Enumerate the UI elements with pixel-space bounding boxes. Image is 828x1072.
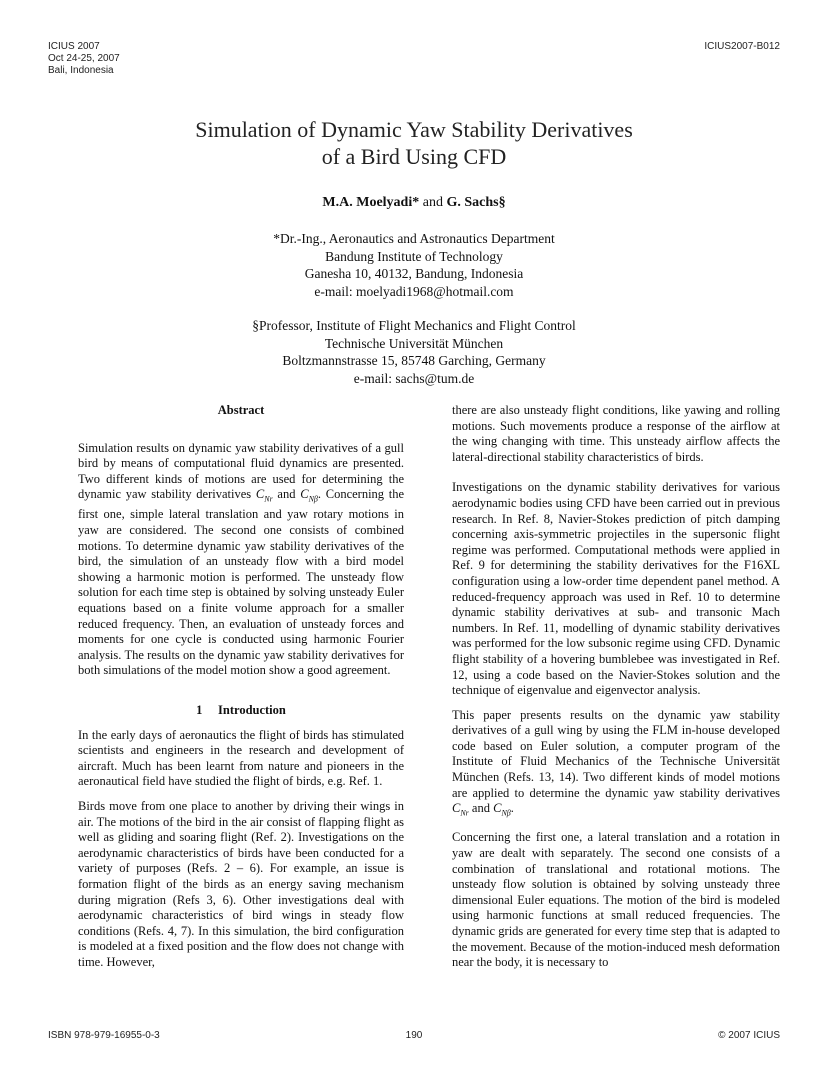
abstract-text: Simulation results on dynamic yaw stability derivatives of a gull bird by means of computational fluid dynamics are presented. Two different kinds of motions are used for determining the dynamic yaw stability derivatives $C_{Nr}$ and $C_{N\beta}$. Concerning the first one, simple lateral translation and yaw rotary motions in yaw are considered. The second one consists of combined motions. To determine dynamic yaw stability derivatives of the bird, the simulation of an unsteady flow with a bird model showing a harmonic motion is performed. The unsteady flow solution for each time step is obtained by solving unsteady Euler equations based on a finite volume approach for a smaller reduced frequency. Then, an evaluation of unsteady forces and moments for one cycle is conducted using harmonic Fourier analysis. The results on the dynamic yaw stability derivatives for both simulations of the model motion show a good agreement.	[78, 440, 405, 678]
email-2: e-mail: sachs@tum.de	[353, 370, 475, 386]
author-2: G. Sachs§	[446, 195, 506, 210]
intro-paragraph-1: In the early days of aeronautics the flight of birds has stimulated scientists and engineers in the research and development of aircraft. Much has been learnt from nature and pioneers in the aeronautical field have studied the flight of birds, e.g. Ref. 1.	[78, 727, 404, 789]
footer-isbn: ISBN 978-979-16955-0-3	[48, 1030, 160, 1041]
symbol-cnr: $C_{Nr}$	[255, 487, 273, 504]
author-1: M.A. Moelyadi*	[322, 195, 420, 210]
conference-date: Oct 24-25, 2007	[48, 53, 120, 64]
intro-paragraph-2: Birds move from one place to another by driving their wings in air. The motions of the bird in the air consist of flapping flight as well as gliding and soaring flight (Ref. 2). Investigations on the aerodynamic characteristics of birds have been conducted for a variety of purposes (Refs. 2 – 6). For example, an issue is formation flight of the birds as an energy saving mechanism during migration (Refs 3, 6). Other investigations deal with aerodynamic characteristics of bird wings in steady flow conditions (Refs. 4, 7). In this simulation, the bird configuration is modeled at a fixed position and the flow does not change with time. However,	[78, 798, 404, 969]
affiliation-2: §Professor, Institute of Flight Mechanics and Flight Control Technische Universität München Boltzmannstrasse 15, 85748 Garching, Germany e-mail: sachs@tum.de	[0, 317, 828, 387]
paper-id: ICIUS2007-B012	[704, 41, 780, 52]
symbol-cnbeta: $C_{N\beta}$	[300, 487, 318, 504]
intro-paragraph-3: there are also unsteady flight conditions, like yawing and rolling motions. Such movements produce a response of the airflow at the wing changing with time. This unsteady airflow affects the lateral-directional stability characteristics of birds.	[452, 403, 780, 464]
page-number: 190	[405, 1030, 423, 1041]
intro-paragraph-5: This paper presents results on the dynamic yaw stability derivatives of a gull wing by using the FLM in-house developed code based on Euler solution, a computer program of the Institute of Fluid Mechanics of the Technische Universität München (Refs. 13, 14). Two different kinds of model motions are applied to determine the dynamic yaw stability derivatives $C_{Nr}$ and $C_{N\beta}$.	[452, 707, 780, 818]
intro-paragraph-4: Investigations on the dynamic stability derivatives for various aerodynamic bodies using CFD have been carried out in previous research. In Ref. 8, Navier-Stokes prediction of pitch damping concerning axis-symmetric projectiles in the supersonic flight regime was performed. Computational methods were applied in Ref. 9 for determining the stability derivatives for the F16XL configuration using a low-order time dependent panel method. A reduced-frequency approach was used in Ref. 10 to determine dynamic stability derivatives at sub- and transonic Mach numbers. In Ref. 11, modelling of dynamic stability derivatives was performed for the low subsonic regime using CFD. Dynamic flight stability of a hovering bumblebee was investigated in Ref. 12, using a code based on the Navier-Stokes solution and the technique of eigenvalue and eigenvector analysis.	[452, 480, 780, 698]
author-conjunction: and	[422, 195, 443, 210]
email-1: e-mail: moelyadi1968@hotmail.com	[314, 283, 514, 299]
conference-header	[48, 41, 120, 77]
paper-title: Simulation of Dynamic Yaw Stability Derivatives of a Bird Using CFD	[195, 117, 633, 169]
conference-name: ICIUS 2007	[48, 41, 100, 52]
left-column	[78, 403, 404, 971]
intro-paragraph-6: Concerning the first one, a lateral translation and a rotation in yaw are dealt with separately. The second one consists of a combination of translational and rotational motions. The unsteady flow solution is obtained by solving unsteady three dimensional Euler equations. The motion of the bird is modeled using harmonic functions at small reduced frequencies. The dynamic grids are generated for every time step that is adapted to the movement. Because of the motion-induced mesh deformation near the body, it is necessary to	[452, 830, 780, 970]
affiliation-1: *Dr.-Ing., Aeronautics and Astronautics Department Bandung Institute of Technology Ganesha 10, 40132, Bandung, Indonesia e-mail: moelyadi1968@hotmail.com	[0, 230, 828, 300]
conference-location: Bali, Indonesia	[48, 65, 114, 76]
intro-heading: 1 Introduction	[196, 703, 286, 717]
footer-copyright: © 2007 ICIUS	[718, 1030, 780, 1041]
author-line	[0, 195, 828, 211]
abstract-heading: Abstract	[217, 403, 265, 417]
right-column	[452, 403, 780, 971]
